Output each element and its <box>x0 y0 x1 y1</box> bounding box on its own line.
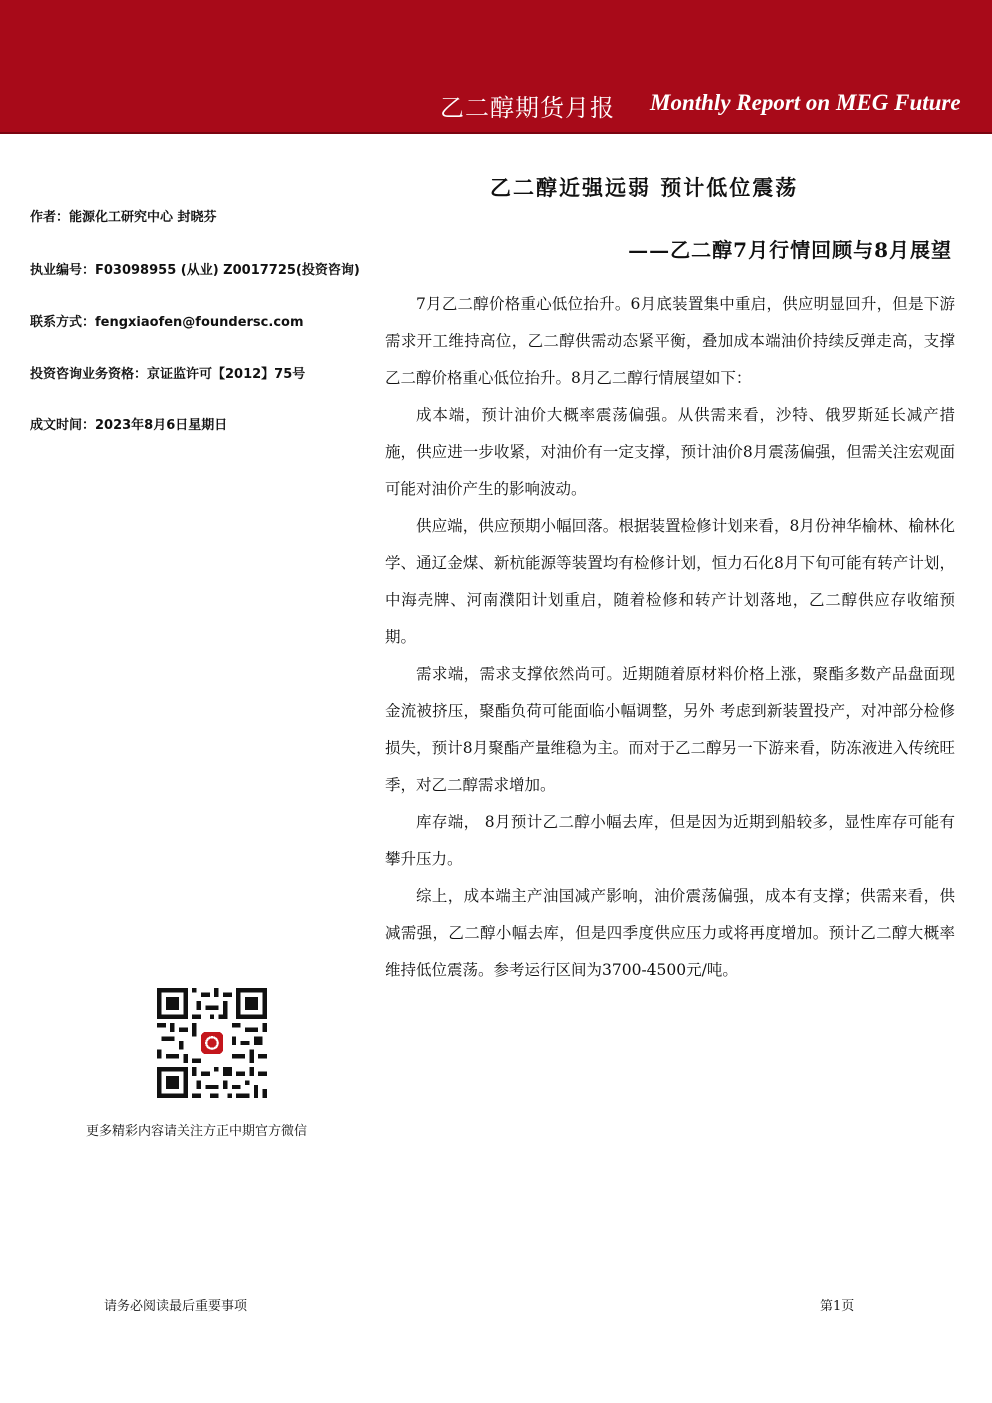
paragraph-summary: 7月乙二醇价格重心低位抬升。6月底装置集中重启，供应明显回升，但是下游需求开工维持高位，乙二醇供需动态紧平衡，叠加成本端油价持续反弹走高，支撑乙二醇价格重心低位抬升。8月乙二醇行情展望如下： <box>385 295 955 387</box>
qr-caption: 更多精彩内容请关注方正中期官方微信 <box>86 1124 308 1139</box>
page-number: 第1页 <box>820 1299 855 1314</box>
qr-code-icon[interactable] <box>157 988 267 1098</box>
paragraph-conclusion: 综上，成本端主产油国减产影响，油价震荡偏强，成本有支撑；供需来看，供减需强，乙二醇小幅去库，但是四季度供应压力或将再度增加。预计乙二醇大概率维持低位震荡。参考运行区间为3700-4500元/吨。 <box>385 887 955 979</box>
report-title: 乙二醇近强远弱 预计低位震荡 <box>490 175 799 200</box>
paragraph-cost: 成本端，预计油价大概率震荡偏强。从供需来看，沙特、俄罗斯延长减产措施，供应进一步收紧，对油价有一定支撑，预计油价8月震荡偏强，但需关注宏观面可能对油价产生的影响波动。 <box>385 406 955 498</box>
report-subtitle: ——乙二醇7月行情回顾与8月展望 <box>628 238 952 262</box>
header-title-cn: 乙二醇期货月报 <box>440 94 615 122</box>
license-line: 执业编号：F03098955 (从业) Z0017725(投资咨询) <box>30 263 360 278</box>
report-body <box>385 286 955 989</box>
date-line: 成文时间：2023年8月6日星期日 <box>30 418 228 433</box>
header-title-en: Monthly Report on MEG Future <box>650 90 961 115</box>
paragraph-inventory: 库存端， 8月预计乙二醇小幅去库，但是因为近期到船较多，显性库存可能有攀升压力。 <box>385 813 955 868</box>
header-divider <box>0 132 992 134</box>
footer-notice: 请务必阅读最后重要事项 <box>104 1299 248 1314</box>
contact-line: 联系方式：fengxiaofen@foundersc.com <box>30 315 304 330</box>
paragraph-demand: 需求端，需求支撑依然尚可。近期随着原材料价格上涨，聚酯多数产品盘面现金流被挤压，聚酯负荷可能面临小幅调整，另外 考虑到新装置投产，对冲部分检修损失，预计8月聚酯产量维稳为主。而对于乙二醇另一下游来看，防冻液进入传统旺季，对乙二醇需求增加。 <box>385 665 955 794</box>
qualification-line: 投资咨询业务资格：京证监许可【2012】75号 <box>30 367 306 382</box>
author-line: 作者：能源化工研究中心 封晓芬 <box>30 210 217 225</box>
paragraph-supply: 供应端，供应预期小幅回落。根据装置检修计划来看，8月份神华榆林、榆林化学、通辽金煤、新杭能源等装置均有检修计划，恒力石化8月下旬可能有转产计划，中海壳牌、河南濮阳计划重启，随着检修和转产计划落地，乙二醇供应存收缩预期。 <box>385 517 955 646</box>
